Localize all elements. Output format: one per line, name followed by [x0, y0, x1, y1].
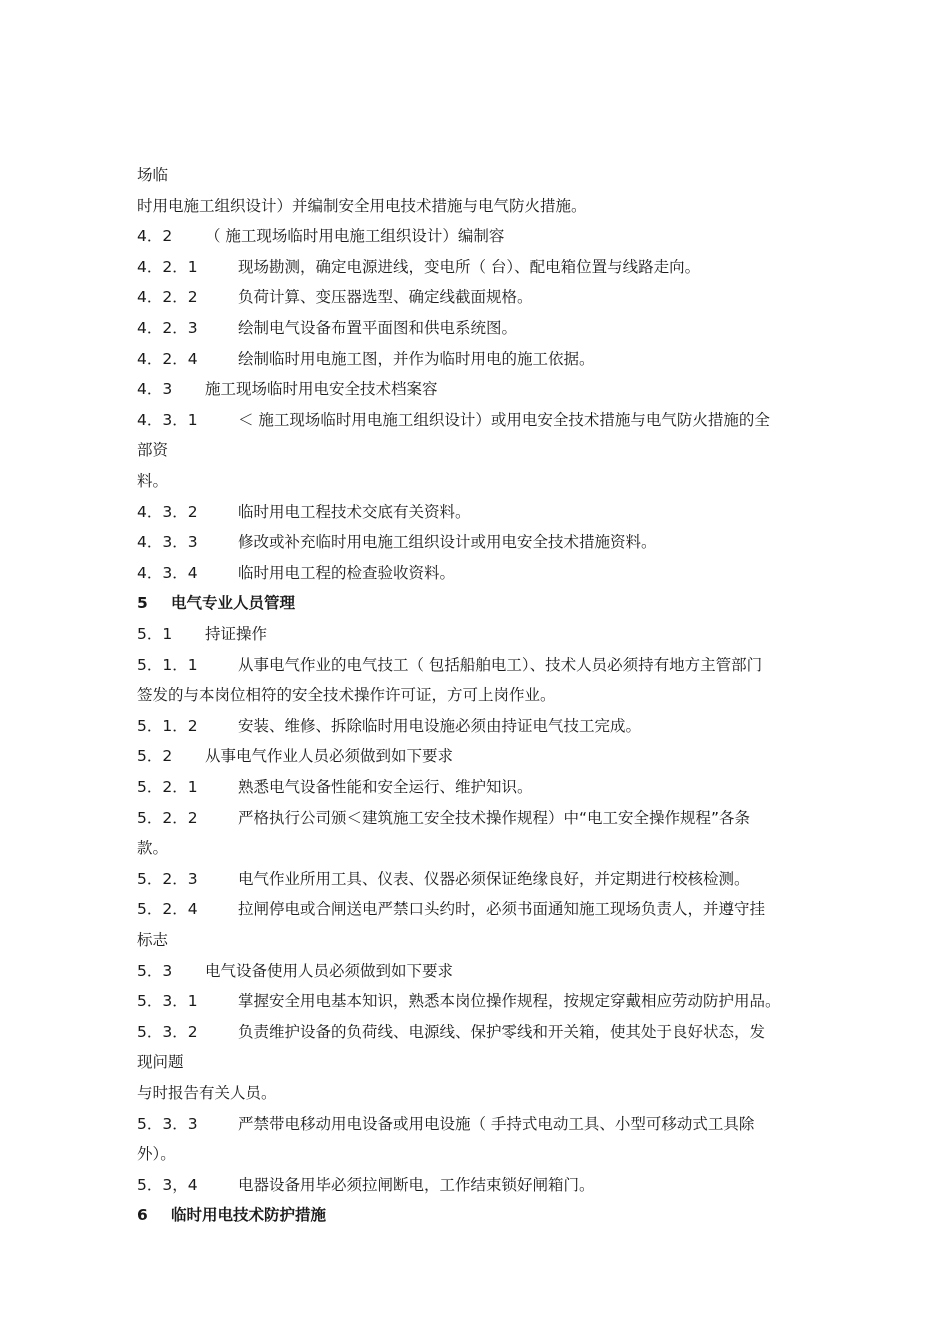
line-text: 料。 — [137, 472, 169, 490]
line-text: （ 施工现场临时用电施工组织设计）编制容 — [205, 227, 505, 246]
line-text: 外）。 — [137, 1145, 176, 1164]
line-text: 修改或补充临时用电施工组织设计或用电安全技术措施资料。 — [238, 533, 657, 552]
section-number: 5．2．3 — [137, 869, 198, 888]
section-line — [137, 379, 837, 399]
section-line — [137, 318, 837, 338]
line-text: ＜ 施工现场临时用电施工组织设计）或用电安全技术措施与电气防火措施的全 — [238, 410, 770, 429]
text-line — [137, 1144, 837, 1164]
section-number: 5．1．2 — [137, 716, 198, 735]
section-number: 6 — [137, 1206, 148, 1225]
section-number: 4．2．2 — [137, 288, 198, 307]
section-number: 5．3 — [137, 961, 173, 980]
line-text: 从事电气作业人员必须做到如下要求 — [205, 747, 454, 766]
section-number: 5．3．2 — [137, 1022, 198, 1041]
line-text: 严禁带电移动用电设备或用电设施（ 手持式电动工具、小型可移动式工具除 — [238, 1114, 755, 1133]
line-text: 电器设备用毕必须拉闸断电，工作结束锁好闸箱门。 — [238, 1175, 595, 1194]
line-text: 严格执行公司颁＜建筑施工安全技术操作规程）中“电工安全操作规程”各条 — [238, 808, 751, 827]
line-text: 电气专业人员管理 — [171, 594, 296, 613]
text-line — [137, 440, 837, 460]
section-line — [137, 410, 837, 430]
section-line — [137, 1022, 837, 1042]
text-line — [137, 930, 837, 950]
text-line — [137, 838, 837, 858]
line-text: 时用电施工组织设计）并编制安全用电技术措施与电气防火措施。 — [137, 196, 587, 215]
line-text: 现问题 — [137, 1053, 184, 1072]
section-line — [137, 1175, 837, 1195]
section-line — [137, 226, 837, 246]
section-line — [137, 899, 837, 919]
section-number: 5．2．1 — [137, 778, 198, 796]
section-number: 5．2．4 — [137, 900, 198, 919]
line-text: 施工现场临时用电安全技术档案容 — [205, 380, 438, 399]
line-text: 现场勘测，确定电源进线，变电所（ 台）、配电箱位置与线路走向。 — [238, 257, 701, 276]
text-line — [137, 1052, 837, 1072]
section-line — [137, 257, 837, 277]
line-text: 掌握安全用电基本知识，熟悉本岗位操作规程，按规定穿戴相应劳动防护用品。 — [238, 992, 781, 1011]
text-line — [137, 196, 837, 216]
section-line — [137, 716, 837, 736]
line-text: 临时用电技术防护措施 — [171, 1206, 327, 1225]
line-text: 场临 — [137, 166, 169, 184]
section-number: 4．3．3 — [137, 533, 198, 552]
line-text: 负荷计算、变压器选型、确定线截面规格。 — [238, 288, 533, 307]
line-text: 与时报告有关人员。 — [137, 1084, 277, 1102]
text-line — [137, 1083, 837, 1103]
line-text: 负责维护设备的负荷线、电源线、保护零线和开关箱，使其处于良好状态，发 — [238, 1022, 766, 1041]
section-line — [137, 502, 837, 522]
section-number: 4．3 — [137, 380, 173, 399]
section-line — [137, 624, 837, 644]
section-number: 4．3．2 — [137, 502, 198, 521]
section-line — [137, 746, 837, 766]
line-text: 标志 — [137, 931, 169, 949]
section-line — [137, 655, 837, 675]
line-text: 款。 — [137, 839, 169, 858]
text-line — [137, 685, 837, 705]
section-number: 5 — [137, 594, 148, 613]
section-line — [137, 869, 837, 889]
section-number: 4．2 — [137, 227, 173, 246]
line-text: 绘制临时用电施工图，并作为临时用电的施工依据。 — [238, 349, 595, 368]
section-number: 5．1．1 — [137, 655, 198, 674]
section-line — [137, 287, 837, 307]
line-text: 电气作业所用工具、仪表、仪器必须保证绝缘良好，并定期进行校核检测。 — [238, 869, 750, 888]
section-number: 4．3．4 — [137, 563, 198, 582]
section-number: 4．2．3 — [137, 319, 198, 337]
text-line — [137, 165, 837, 185]
section-line — [137, 563, 837, 583]
line-text: 部资 — [137, 441, 169, 460]
line-text: 拉闸停电或合闸送电严禁口头约时，必须书面通知施工现场负责人，并遵守挂 — [238, 900, 766, 919]
line-text: 临时用电工程技术交底有关资料。 — [238, 502, 471, 521]
text-line — [137, 471, 837, 491]
section-line — [137, 1205, 837, 1225]
section-number: 5．3，4 — [137, 1175, 198, 1194]
section-number: 4．2．4 — [137, 349, 198, 368]
section-line — [137, 532, 837, 552]
section-line — [137, 349, 837, 369]
section-line — [137, 808, 837, 828]
section-number: 5．2．2 — [137, 808, 198, 827]
section-number: 5．2 — [137, 747, 173, 766]
section-number: 4．2．1 — [137, 257, 198, 276]
line-text: 持证操作 — [205, 625, 268, 643]
section-number: 4．3．1 — [137, 410, 198, 429]
line-text: 熟悉电气设备性能和安全运行、维护知识。 — [238, 778, 533, 796]
section-number: 5．3．3 — [137, 1114, 198, 1133]
line-text: 签发的与本岗位相符的安全技术操作许可证，方可上岗作业。 — [137, 686, 556, 705]
section-number: 5．3．1 — [137, 992, 198, 1011]
section-line — [137, 1114, 837, 1134]
section-number: 5．1 — [137, 625, 173, 643]
line-text: 绘制电气设备布置平面图和供电系统图。 — [238, 319, 518, 337]
section-line — [137, 991, 837, 1011]
section-line — [137, 593, 837, 613]
line-text: 电气设备使用人员必须做到如下要求 — [205, 961, 454, 980]
line-text: 临时用电工程的检查验收资料。 — [238, 563, 456, 582]
section-line — [137, 777, 837, 797]
section-line — [137, 961, 837, 981]
line-text: 从事电气作业的电气技工（ 包括船舶电工）、技术人员必须持有地方主管部门 — [238, 655, 763, 674]
line-text: 安装、维修、拆除临时用电设施必须由持证电气技工完成。 — [238, 716, 642, 735]
